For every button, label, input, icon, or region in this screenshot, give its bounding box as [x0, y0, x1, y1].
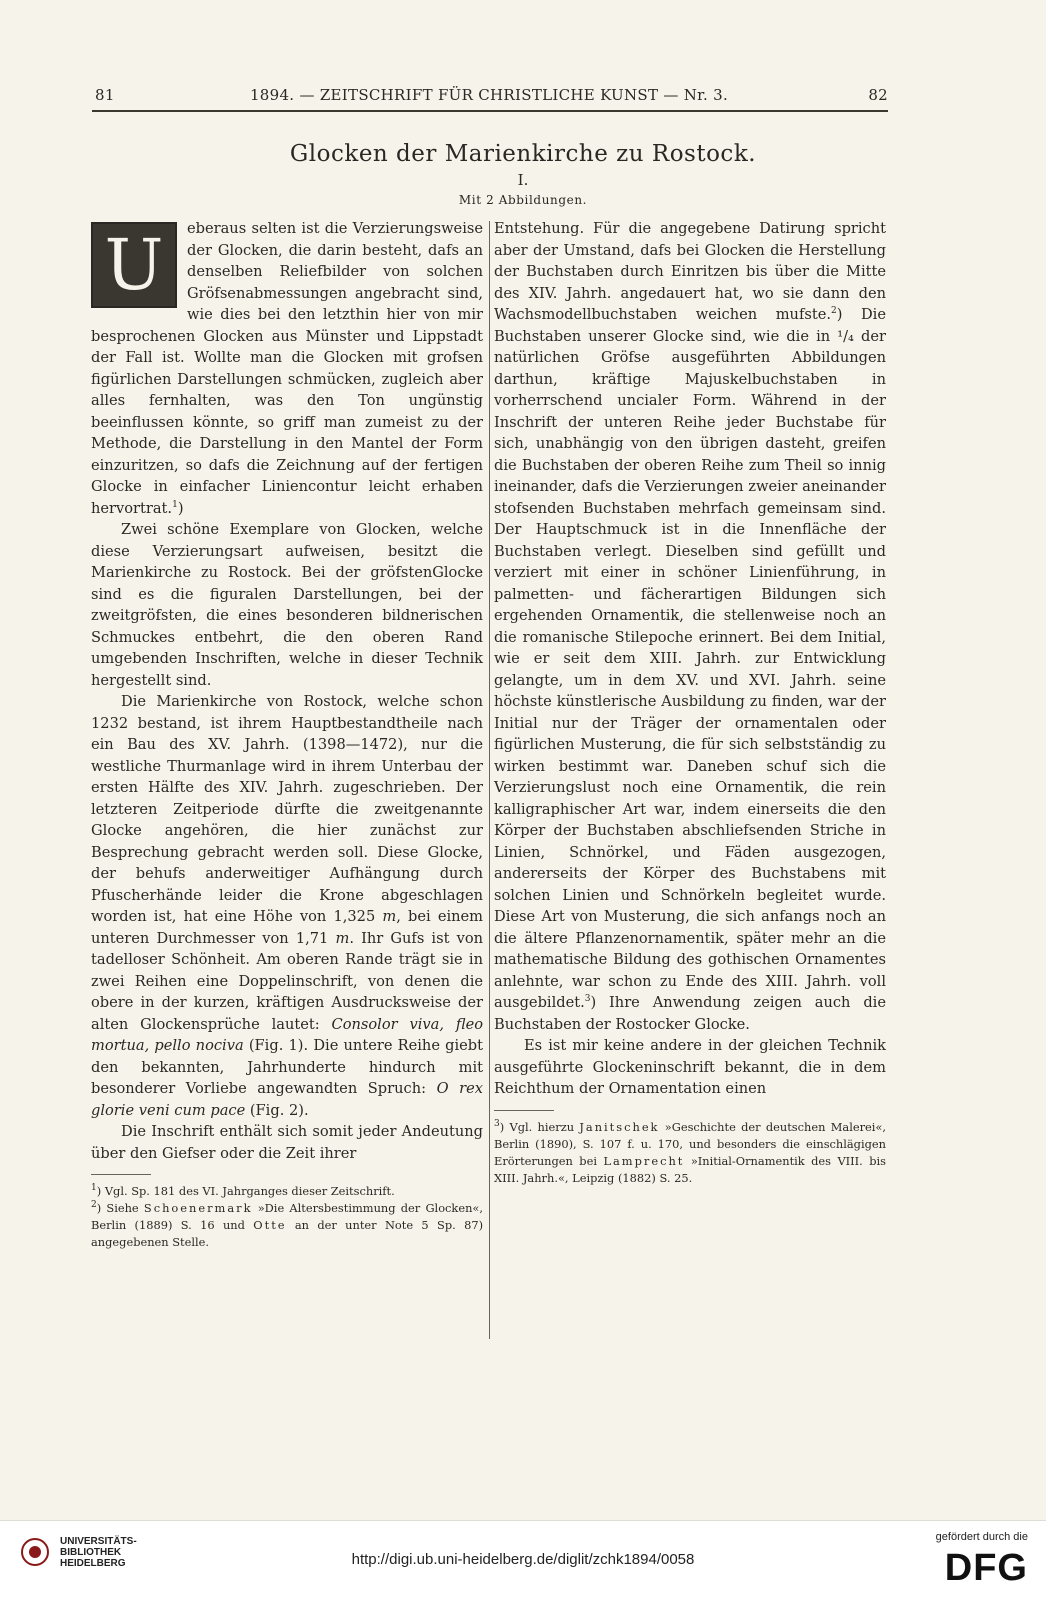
right-column [494, 218, 886, 1187]
footnote-rule [494, 1110, 554, 1111]
article-subtitle: Mit 2 Abbildungen. [458, 193, 588, 207]
footnote-rule [91, 1174, 151, 1175]
footnotes [494, 1119, 886, 1187]
running-header [90, 86, 888, 110]
column-divider [489, 221, 490, 1339]
funding-caption: gefördert durch die [935, 1531, 1028, 1543]
paragraph: Die Marienkirche von Rostock, welche schon 1232 bestand, ist ihrem Hauptbestandtheile nach ein Bau des XV. Jahrh. (1398—1472), nur die westliche Thurmanlage wird in ihrem Unterbau der ersten Hälfte des XIV. Jahrh. zugeschrieben. Der letzteren Zeitperiode dürfte die zweitgenannte Glocke angehören, die hier zunächst zur Besprechung gebracht werden soll. Diese Glocke, der behufs anderweitiger Aufhängung durch Pfuscherhände leider die Krone abgeschlagen worden ist, hat eine Höhe von 1,325 m, bei einem unteren Durchmesser von 1,71 m. Ihr Gufs ist von tadelloser Schönheit. Am oberen Rande trägt sie in zwei Reihen eine Doppelinschrift, von denen die obere in der kurzen, kräftigen Ausdrucksweise der alten Glockensprüche lautet: Consolor viva, fleo mortua, pello nociva (Fig. 1). Die untere Reihe giebt den bekannten, Jahrhunderte hindurch mit besonderer Vorliebe angewandten Spruch: O rex glorie veni cum pace (Fig. 2). [91, 693, 484, 1119]
library-name: UNIVERSITÄTS- BIBLIOTHEK HEIDELBERG [60, 1536, 137, 1569]
footnote: $^1$) Vgl. Sp. 181 des VI. Jahrganges dieser Zeitschrift. [91, 1183, 395, 1198]
source-url[interactable]: http://digi.ub.uni-heidelberg.de/diglit/zchk1894/0058 [351, 1551, 695, 1568]
paragraph: Entstehung. Für die angegebene Datirung spricht aber der Umstand, dafs bei Glocken die Herstellung der Buchstaben durch Einritzen bis über die Mitte des XIV. Jahrh. angedauert hat, wo sie dann den Wachsmodellbuchstaben weichen mufste.$^2$) Die Buchstaben unserer Glocke sind, wie die in ¹/₄ der natürlichen Gröfse ausgeführten Abbildungen darthun, kräftige Majuskelbuchstaben in vorherrschend uncialer Form. Während in der Inschrift der unteren Reihe jeder Buchstabe für sich, unabhängig von den übrigen dasteht, greifen die Buchstaben der oberen Reihe zum Theil so innig ineinander, dafs die Verzierungen zweier aneinander stofsenden Buchstaben mehrfach gemeinsam sind. Der Hauptschmuck ist in die Innenfläche der Buchstaben verlegt. Dieselben sind gefüllt und verziert mit einer in schöner Linienführung, in palmetten- und fächerartigen Bildungen sich ergehenden Ornamentik, die stellenweise noch an die romanische Stilepoche erinnert. Bei dem Initial, wie er seit dem XIII. Jahrh. zur Entwicklung gelangte, um in dem XV. und XVI. Jahrh. seine höchste künstlerische Ausbildung zu finden, war der Initial nur der Träger der ornamentalen oder figürlichen Musterung, die für sich selbstständig zu wirken bestimmt war. Daneben schuf sich die Verzierungslust noch eine Ornamentik, die rein kalligraphischer Art war, indem einerseits die den Körper der Buchstaben abschliefsenden Striche in Linien, Schnörkel, und Fäden ausgezogen, andererseits der Körper des Buchstabens mit solchen Linien und Schnörkeln begleitet wurde. Diese Art von Musterung, die sich anfangs noch an die ältere Pflanzenornamentik, später mehr an die mathematische Bildung des gothischen Ornamentes anlehnte, war schon zu Ende des XIII. Jahrh. voll ausgebildet.$^3$) Ihre Anwendung zeigen auch die Buchstaben der Rostocker Glocke. [494, 220, 886, 1033]
paragraph: Zwei schöne Exemplare von Glocken, welche diese Verzierungsart aufweisen, besitzt die Marienkirche zu Rostock. Bei der gröfstenGlocke sind es die figuralen Darstellungen, bei der zweitgröfsten, die eines besonderen bildnerischen Schmuckes entbehrt, die den oberen Rand umgebenden Inschriften, welche in dieser Technik hergestellt sind. [91, 521, 483, 689]
left-column [91, 218, 483, 1251]
ornamental-initial: U [91, 222, 177, 308]
inscription: O rex glorie veni cum pace [91, 1080, 484, 1119]
left-page-number: 81 [95, 86, 115, 104]
footnotes [91, 1183, 483, 1251]
footnote-ref: 2 [830, 306, 837, 317]
footnote-ref: 3 [584, 994, 591, 1005]
digitization-footer [0, 1520, 1046, 1599]
paragraph: Es ist mir keine andere in der gleichen Technik ausgeführte Glockeninschrift bekannt, die in dem Reichthum der Ornamentation einen [494, 1037, 886, 1097]
article-part: I. [517, 171, 529, 189]
article-title: Glocken der Marienkirche zu Rostock. [289, 141, 757, 167]
footnote: $^2$) Siehe Schoenermark »Die Altersbestimmung der Glocken«, Berlin (1889) S. 16 und Otte an der unter Note 5 Sp. 87) angegebenen Stelle. [91, 1200, 484, 1249]
footnote-ref: 1 [172, 499, 178, 510]
footnote: $^3$) Vgl. hierzu Janitschek »Geschichte der deutschen Malerei«, Berlin (1890), S. 107 f. u. 170, und besonders die einschlägigen Erörterungen bei Lamprecht »Initial-Ornamentik des VIII. bis XIII. Jahrh.«, Leipzig (1882) S. 25. [494, 1118, 887, 1185]
dfg-logo: DFG [944, 1547, 1028, 1589]
inscription: Consolor viva, fleo mortua, pello nociva [91, 1015, 483, 1054]
paragraph: Die Inschrift enthält sich somit jeder Andeutung über den Giefser oder die Zeit ihrer [91, 1123, 483, 1162]
paragraph: U eberaus selten ist die Verzierungsweise der Glocken, die darin besteht, dafs an denselben Reliefbilder von solchen Gröfsenabmessungen angebracht sind, wie dies bei den letzthin hier von mir besprochenen Glocken aus Münster und Lippstadt der Fall ist. Wollte man die Glocken mit grofsen figürlichen Darstellungen schmücken, zugleich aber alles fernhalten, was den Ton ungünstig beeinflussen könnte, so griff man zumeist zu der Methode, die Darstellung in den Mantel der Form einzuritzen, so dafs die Zeichnung auf der fertigen Glocke in einfacher Liniencontur leicht erhaben hervortrat.$^1$) [91, 220, 483, 517]
right-page-number: 82 [868, 86, 888, 104]
journal-header: 1894. — ZEITSCHRIFT FÜR CHRISTLICHE KUNST — Nr. 3. [249, 86, 729, 104]
header-rule [92, 110, 888, 112]
